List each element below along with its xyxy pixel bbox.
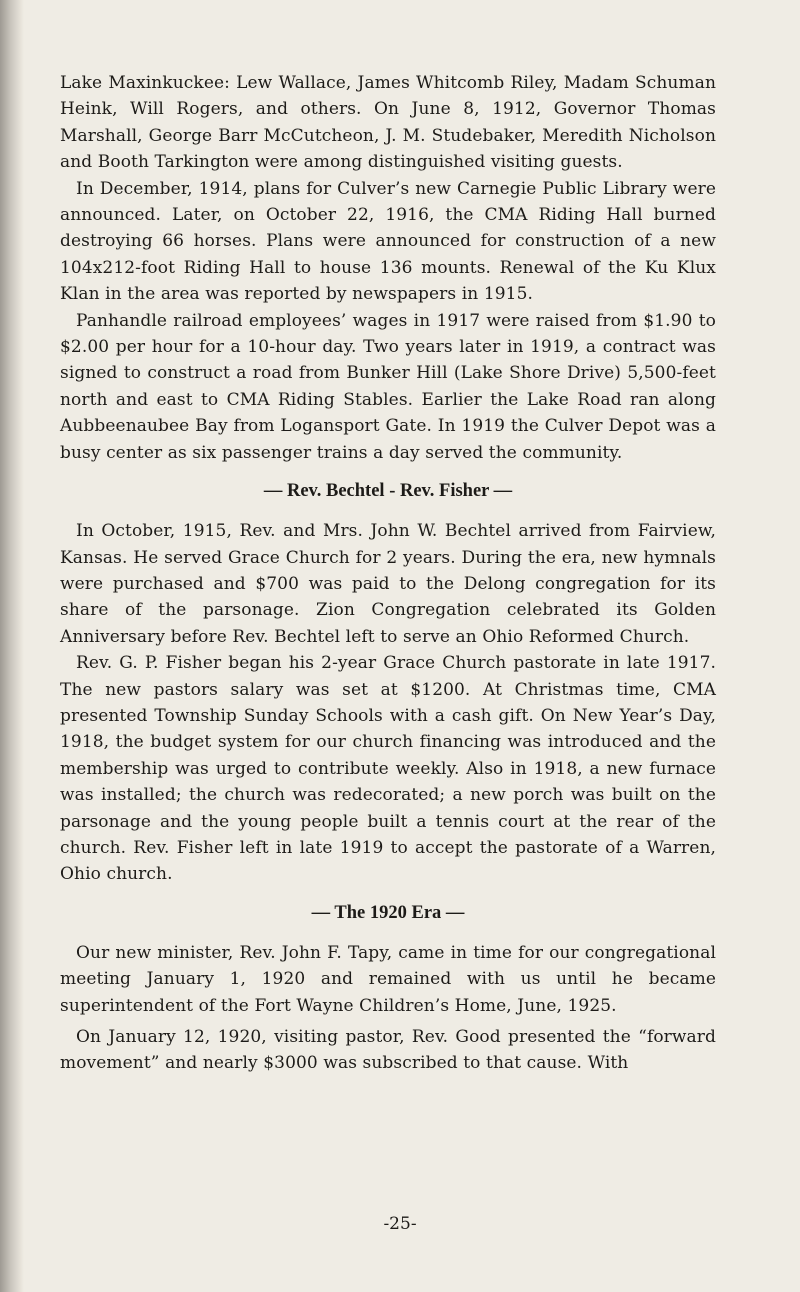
section-heading-bechtel-fisher: — Rev. Bechtel - Rev. Fisher — <box>263 481 513 502</box>
paragraph-bechtel: In October, 1915, Rev. and Mrs. John W. Bechtel arrived from Fairview, Kansas. He served Grace Church for 2 years. During the era, new hymnals were purchased and $700 was paid to the Delong congregation for its share of the parsonage. Zion Congregation celebrated its Golden Anniversary before Rev. Bechtel left to serve an Ohio Reformed Church. <box>60 521 716 647</box>
paragraph-fisher: Rev. G. P. Fisher began his 2-year Grace Church pastorate in late 1917. The new pastors salary was set at $1200. At Christmas time, CMA presented Township Sunday Schools with a cash gift. On New Year’s Day, 1918, the budget system for our church financing was introduced and the membership was urged to contribute weekly. Also in 1918, a new furnace was installed; the church was redecorated; a new porch was built on the parsonage and the young people built a tennis court at the rear of the church. Rev. Fisher left in late 1919 to accept the pastorate of a Warren, Ohio church. <box>60 653 716 885</box>
paragraph-tapy: Our new minister, Rev. John F. Tapy, came in time for our congregational meeting January 1, 1920 and remained with us until he became superintendent of the Fort Wayne Children’s Home, June, 1925. <box>60 942 716 1016</box>
paragraph-carnegie-library: In December, 1914, plans for Culver’s new Carnegie Public Library were announced. Later, on October 22, 1916, the CMA Riding Hall burned destroying 66 horses. Plans were announced for construction of a new 104x212-foot Riding Hall to house 136 mounts. Renewal of the Ku Klux Klan in the area was reported by newspapers in 1915. <box>60 178 716 305</box>
paragraph-forward-movement: On January 12, 1920, visiting pastor, Rev. Good presented the “forward movement” and nearly $3000 was subscribed to that cause. With <box>60 1027 716 1074</box>
book-spine-shadow <box>0 0 24 1292</box>
page-body <box>60 70 716 1077</box>
page-number: -25- <box>383 1214 417 1234</box>
paragraph-railroad-wages: Panhandle railroad employees’ wages in 1917 were raised from $1.90 to $2.00 per hour for a 10-hour day. Two years later in 1919, a contract was signed to construct a road from Bunker Hill (Lake Shore Drive) 5,500-feet north and east to CMA Riding Stables. Earlier the Lake Road ran along Aubbeenaubee Bay from Logansport Gate. In 1919 the Culver Depot was a busy center as six passenger trains a day served the community. <box>60 310 716 463</box>
section-heading-1920-era: — The 1920 Era — <box>311 902 465 923</box>
paragraph-visiting-guests: Lake Maxinkuckee: Lew Wallace, James Whitcomb Riley, Madam Schuman Heink, Will Rogers, and others. On June 8, 1912, Governor Thomas Marshall, George Barr McCutcheon, J. M. Studebaker, Meredith Nicholson and Booth Tarkington were among distinguished visiting guests. <box>60 73 716 173</box>
